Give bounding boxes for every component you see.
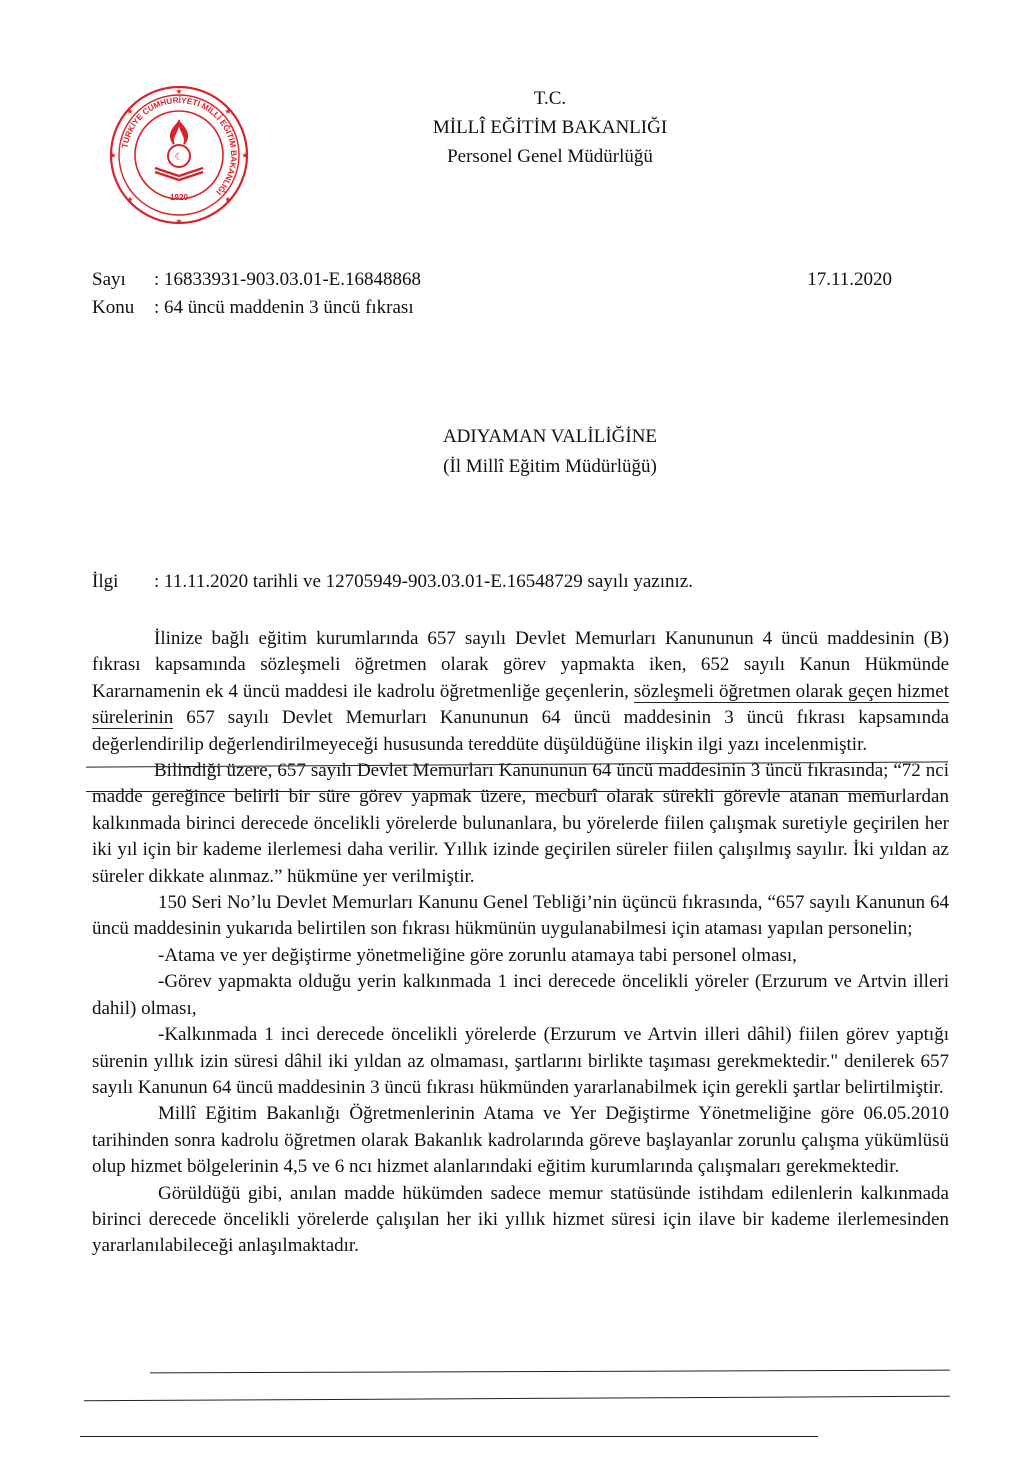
header-department: Personel Genel Müdürlüğü xyxy=(447,146,653,167)
sayi-value: : 16833931-903.03.01-E.16848868 xyxy=(154,269,422,290)
paragraph-1 xyxy=(92,626,949,758)
svg-text:★: ★ xyxy=(175,87,183,96)
header-ministry: MİLLÎ EĞİTİM BAKANLIĞI xyxy=(432,117,668,138)
addressee-office: ADIYAMAN VALİLİĞİNE xyxy=(442,426,658,447)
seal-crescent-icon: ☾ xyxy=(174,152,184,163)
seal-ring-text: TÜRKİYE CUMHURİYETİ MİLLÎ EĞİTİM BAKANLIĞI xyxy=(120,95,239,197)
konu-label: Konu xyxy=(92,297,135,318)
paragraph-6: -Kalkınmada 1 inci derecede öncelikli yörelerde (Erzurum ve Artvin illeri dâhil) fiilen görev yaptığı sürenin yıllık izin süresi dâhil iki yıldan az olmaması, şartlarını birlikte taşıması gerekmektedir." denilerek 657 sayılı Kanunun 64 üncü maddesinin 3 üncü fıkrası hükmünden yararlanabilmek için gerekli şartlar belirtilmiştir. xyxy=(92,1024,949,1098)
addressee-unit: (İl Millî Eğitim Müdürlüğü) xyxy=(443,456,657,477)
paragraph-3: 150 Seri No’lu Devlet Memurları Kanunu Genel Tebliği’nin üçüncü fıkrasında, “657 sayılı Kanunun 64 üncü maddesinin yukarıda belirtilen son fıkrası hükmünün uygulanabilmesi için ataması yapılan personelin; xyxy=(92,892,949,940)
sayi-label: Sayı xyxy=(92,269,126,290)
document-date: 17.11.2020 xyxy=(807,269,892,290)
paragraph-5: -Görev yapmakta olduğu yerin kalkınmada 1 inci derecede öncelikli yöreler (Erzurum ve Artvin illeri dahil) olması, xyxy=(92,971,949,1019)
header-country: T.C. xyxy=(533,88,567,109)
paragraph-1-underlined: sözleşmeli öğretmen olarak geçen hizmet sürelerinin xyxy=(92,680,949,729)
paragraph-8: Görüldüğü gibi, anılan madde hükümden sadece memur statüsünde istihdam edilenlerin kalkınmada birinci derecede öncelikli yörelerde çalışılan her iki yıllık hizmet süresi için ilave bir kademe ilerlemesinden yararlanılabileceği anlaşılmaktadır. xyxy=(92,1182,949,1257)
paragraph-1-text-b: 657 sayılı Devlet Memurları Kanununun 64 üncü maddesinin 3 üncü fıkrası kapsamında değerlendirilip değerlendirilmeyeceği hususunda tereddüte düşüldüğüne ilişkin ilgi yazı incelenmiştir. xyxy=(92,707,949,755)
ilgi-label: İlgi xyxy=(92,571,119,592)
document-meta xyxy=(92,266,892,322)
konu-row xyxy=(92,294,892,322)
hand-underline-3 xyxy=(150,1370,950,1374)
paragraph-7: Millî Eğitim Bakanlığı Öğretmenlerinin Atama ve Yer Değiştirme Yönetmeliğine göre 06.05.2010 tarihinden sonra kadrolu öğretmen olarak Bakanlık kadrolarında göreve başlayanlar zorunlu çalışma yükümlüsü olup hizmet bölgelerinin 4,5 ve 6 ncı hizmet alanlarındaki eğitim kurumlarında çalışmaları gerekmektedir. xyxy=(92,1103,949,1178)
svg-text:★: ★ xyxy=(109,151,117,160)
paragraph-4: -Atama ve yer değiştirme yönetmeliğine göre zorunlu atamaya tabi personel olması, xyxy=(158,944,797,966)
addressee xyxy=(300,422,800,482)
svg-text:★: ★ xyxy=(126,195,134,204)
hand-underline-4 xyxy=(84,1396,950,1402)
ministry-seal xyxy=(108,84,250,226)
ilgi-value: : 11.11.2020 tarihli ve 12705949-903.03.01-E.16548729 sayılı yazınız. xyxy=(154,571,693,592)
seal-emblem xyxy=(155,122,203,180)
paragraph-2: Bilindiği üzere, 657 sayılı Devlet Memurları Kanununun 64 üncü maddesinin 3 üncü fıkrasında; “72 nci madde gereğince belirli bir süre görev yapmak üzere, mecburî olarak sürekli görevle atanan memurlardan kalkınmada birinci derecede öncelikli yörelerde bulunanlara, bu yörelerde fiilen çalışmak suretiyle geçirilen her iki yıl için bir kademe ilerlemesi daha verilir. Yıllık izinde geçirilen süreler fiilen çalışılmış sayılır. İki yıldan az süreler dikkate alınmaz.” hükmüne yer verilmiştir. xyxy=(92,760,949,887)
hand-underline-2 xyxy=(86,791,886,792)
paragraph-1-text-a: İlinize bağlı eğitim kurumlarında 657 sayılı Devlet Memurları Kanununun 4 üncü maddesinin (B) fıkrası kapsamında sözleşmeli öğretmen olarak görev yapmakta iken, 652 sayılı Kanun Hükmünde Kararnamenin ek 4 üncü maddesi ile kadrolu öğretmenliğe geçenlerin, xyxy=(92,628,949,702)
svg-text:★: ★ xyxy=(126,107,134,116)
svg-text:★: ★ xyxy=(241,151,249,160)
sayi-row xyxy=(92,266,892,294)
svg-text:★: ★ xyxy=(175,217,183,226)
seal-year: 1920 xyxy=(170,193,188,202)
hand-underline-5 xyxy=(80,1436,818,1437)
letter-body xyxy=(92,626,949,1260)
konu-value: : 64 üncü maddenin 3 üncü fıkrası xyxy=(154,297,414,318)
svg-text:★: ★ xyxy=(224,195,232,204)
svg-text:★: ★ xyxy=(224,107,232,116)
letterhead xyxy=(300,84,800,171)
reference-line xyxy=(92,568,952,596)
